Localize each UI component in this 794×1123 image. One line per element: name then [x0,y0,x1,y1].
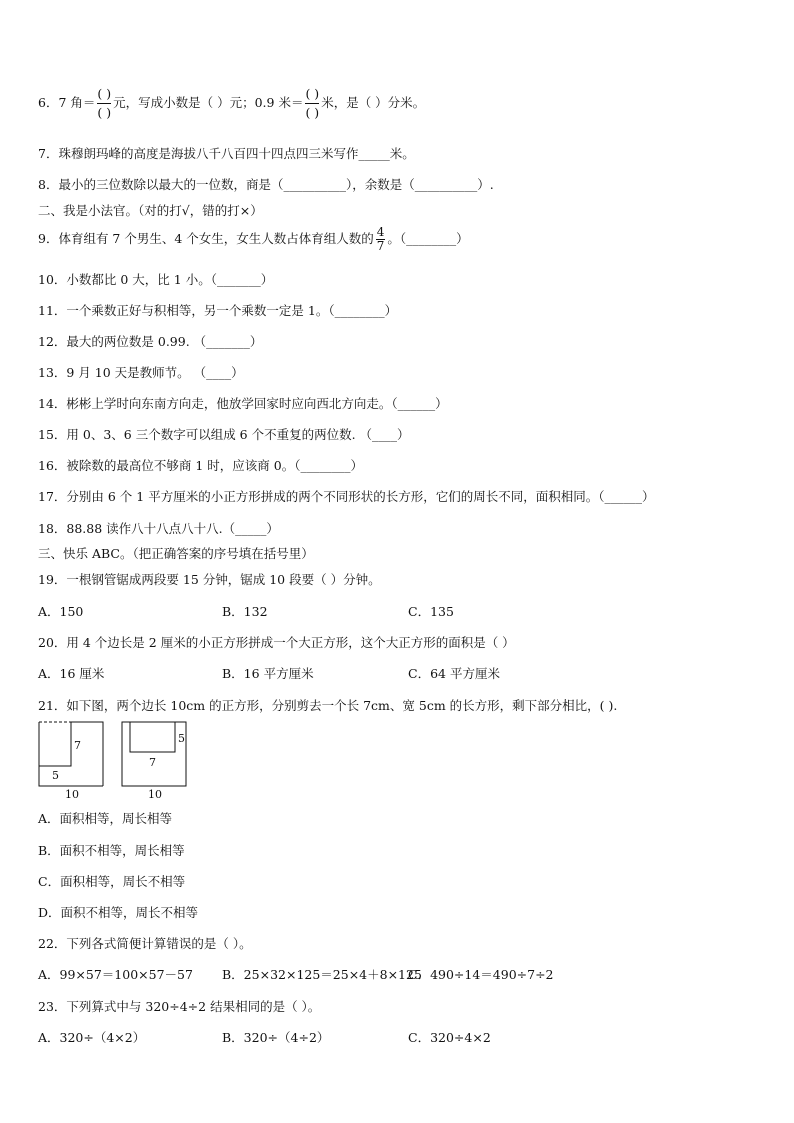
q21-fig2-label-10: 10 [148,788,162,801]
section-3-title: 三、快乐 ABC。（把正确答案的序号填在括号里） [38,546,314,561]
question-20: 20．用 4 个边长是 2 厘米的小正方形拼成一个大正方形，这个大正方形的面积是（ ） [38,635,515,650]
q21-figure-1 [39,722,103,801]
q21-fig1-label-10: 10 [65,788,79,801]
question-7: 7．珠穆朗玛峰的高度是海拔八千八百四十四点四三米写作_____米。 [38,146,415,161]
q21-fig2-label-5: 5 [178,732,185,745]
question-14: 14．彬彬上学时向东南方向走，他放学回家时应向西北方向走。（______） [38,396,448,411]
q9-fraction [376,226,386,253]
question-10: 10．小数都比 0 大，比 1 小。（_______） [38,272,274,287]
q19-option-b[interactable]: B．132 [222,604,268,619]
q22-option-c[interactable]: C．490÷14＝490÷7÷2 [408,967,554,982]
q20-option-a[interactable]: A．16 厘米 [38,666,105,681]
question-12: 12．最大的两位数是 0.99. （_______） [38,334,263,349]
q6-f2-bottom[interactable]: ( ) [305,105,320,120]
q21-option-a[interactable]: A．面积相等，周长相等 [38,811,173,826]
question-11: 11．一个乘数正好与积相等，另一个乘数一定是 1。（________） [38,303,398,318]
q6-middle: 元，写成小数是（ ）元；0.9 米＝ [113,95,304,110]
section-2-title: 二、我是小法官。（对的打√，错的打×） [38,203,263,218]
q6-prefix: 6．7 角＝ [38,95,96,110]
q20-option-c[interactable]: C．64 平方厘米 [408,666,500,681]
q6-tail: 米，是（ ）分米。 [321,95,426,110]
question-19: 19．一根钢管锯成两段要 15 分钟，锯成 10 段要（ ）分钟。 [38,572,381,587]
q6-fraction-2 [305,86,319,121]
q23-option-b[interactable]: B．320÷（4÷2） [222,1030,330,1045]
q21-figure [30,716,200,802]
question-21: 21．如下图，两个边长 10cm 的正方形，分别剪去一个长 7cm、宽 5cm 的长方形，剩下部分相比，( ). [38,698,618,713]
question-13: 13．9 月 10 天是教师节。 （____） [38,365,244,380]
q6-f2-top[interactable]: ( ) [305,86,320,101]
q9-fraction-numerator: 4 [376,225,385,239]
q6-fraction-1 [97,86,111,121]
q22-option-b[interactable]: B．25×32×125＝25×4＋8×125 [222,967,422,982]
q9-stem: 9．体育组有 7 个男生、4 个女生，女生人数占体育组人数的 [38,231,374,246]
question-6 [38,86,425,121]
question-17: 17．分别由 6 个 1 平方厘米的小正方形拼成的两个不同形状的长方形，它们的周长不同，面积相同。（______） [38,489,655,504]
q21-option-c[interactable]: C．面积相等，周长不相等 [38,874,186,889]
question-22: 22．下列各式简便计算错误的是（ ）。 [38,936,252,951]
q21-figure-2 [122,722,186,801]
q21-fig2-label-7: 7 [149,756,156,769]
q9-answer: 。（________） [387,231,469,246]
q20-option-b[interactable]: B．16 平方厘米 [222,666,314,681]
q19-option-c[interactable]: C．135 [408,604,454,619]
q21-fig1-label-7: 7 [74,739,81,752]
question-15: 15．用 0、3、6 三个数字可以组成 6 个不重复的两位数. （____） [38,427,410,442]
q19-option-a[interactable]: A．150 [38,604,84,619]
question-16: 16．被除数的最高位不够商 1 时，应该商 0。（________） [38,458,363,473]
q9-fraction-denominator: 7 [376,239,385,253]
question-23: 23．下列算式中与 320÷4÷2 结果相同的是（ ）。 [38,999,321,1014]
q21-fig1-label-5: 5 [52,769,59,782]
q6-f1-top[interactable]: ( ) [97,86,112,101]
q6-f1-bottom[interactable]: ( ) [97,105,112,120]
q23-option-c[interactable]: C．320÷4×2 [408,1030,491,1045]
q21-option-b[interactable]: B．面积不相等，周长相等 [38,843,185,858]
question-9 [38,226,469,253]
q22-option-a[interactable]: A．99×57＝100×57－57 [38,967,193,982]
question-8: 8．最小的三位数除以最大的一位数，商是（__________），余数是（__________）. [38,177,494,192]
q21-option-d[interactable]: D．面积不相等，周长不相等 [38,905,199,920]
q23-option-a[interactable]: A．320÷（4×2） [38,1030,146,1045]
question-18: 18．88.88 读作八十八点八十八.（_____） [38,521,279,536]
